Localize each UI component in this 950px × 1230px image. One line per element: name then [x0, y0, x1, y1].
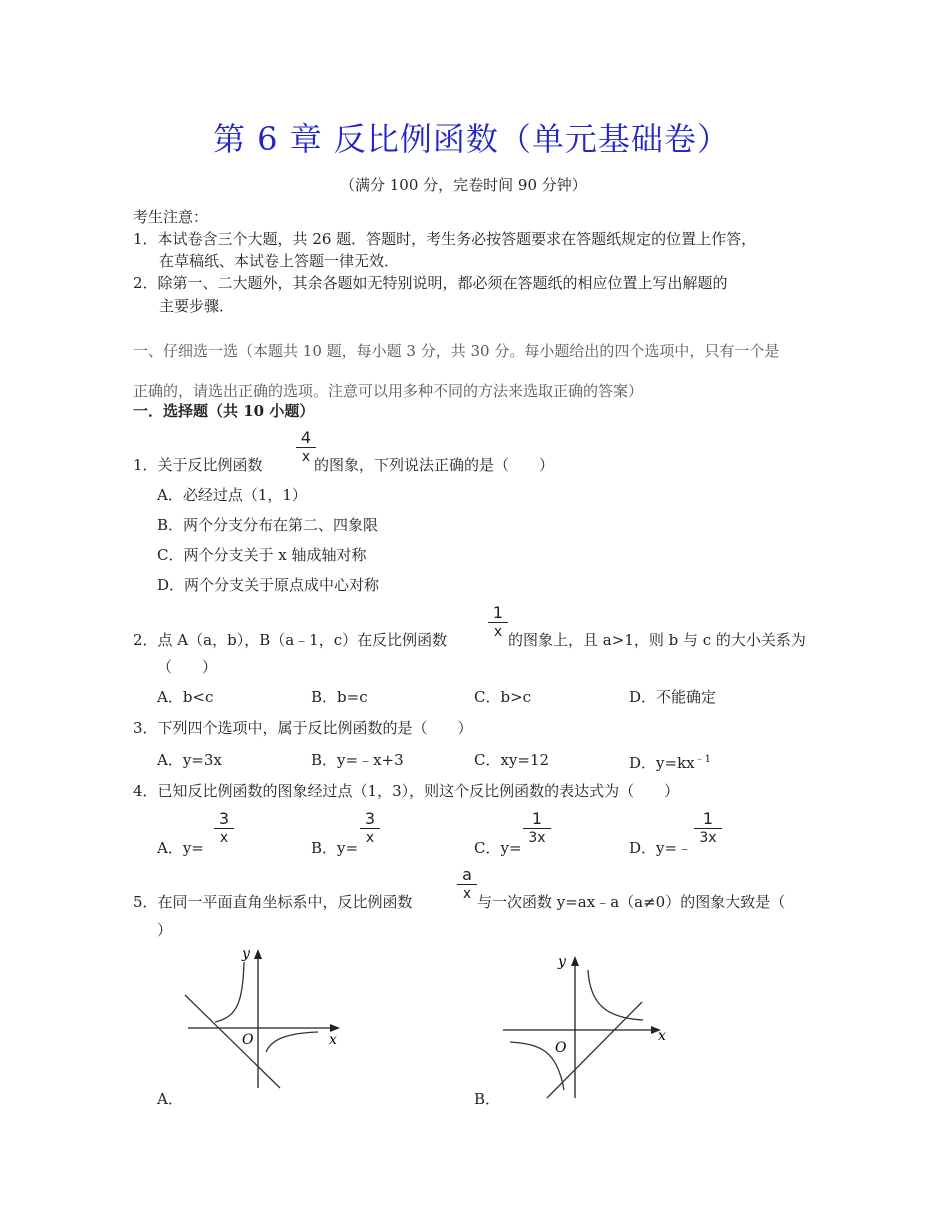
- section-heading: 一．选择题（共 10 小题）: [133, 402, 315, 420]
- hyperbola-branch: [588, 970, 643, 1020]
- notice-item-1-cont: 在草稿纸、本试卷上答题一律无效．: [159, 252, 400, 270]
- question-5-stem-pre: 5．在同一平面直角坐标系中，反比例函数: [133, 893, 413, 911]
- x-axis-arrow: [330, 1024, 340, 1032]
- section-intro-cont: 正确的，请选出正确的选项。注意可以用多种不同的方法来选取正确的答案）: [133, 382, 644, 400]
- question-4-option-d[interactable]: D．y=﹣: [629, 839, 693, 857]
- question-5-stem-cont: ）: [157, 921, 173, 939]
- x-axis-label: x: [329, 1032, 337, 1048]
- question-4-option-d-fraction: 1 3x: [694, 810, 722, 847]
- hyperbola-branch: [215, 962, 244, 1022]
- y-axis-arrow: [254, 949, 262, 959]
- question-1-fraction: 4 x: [296, 429, 316, 466]
- question-4-option-a[interactable]: A．y=: [157, 839, 204, 857]
- question-1-option-b[interactable]: B．两个分支分布在第二、四象限: [157, 516, 379, 534]
- question-2-option-b[interactable]: B．b=c: [311, 688, 368, 706]
- question-4-stem: 4．已知反比例函数的图象经过点（1，3），则这个反比例函数的表达式为（ ）: [133, 782, 680, 800]
- question-1-option-c[interactable]: C．两个分支关于 x 轴成轴对称: [157, 546, 367, 564]
- question-2-option-c[interactable]: C．b>c: [474, 688, 532, 706]
- question-4-option-b-fraction: 3 x: [360, 810, 380, 847]
- notice-heading: 考生注意：: [133, 208, 209, 226]
- question-1-stem-post: 的图象，下列说法正确的是（ ）: [314, 456, 555, 474]
- exponent: ﹣1: [694, 754, 711, 765]
- question-3-stem: 3．下列四个选项中，属于反比例函数的是（ ）: [133, 719, 473, 737]
- hyperbola-branch: [266, 1032, 318, 1052]
- question-3-option-b[interactable]: B．y=﹣x+3: [311, 751, 404, 769]
- question-5-option-a-label[interactable]: A．: [157, 1090, 183, 1108]
- question-3-option-d[interactable]: D．$y=kx^{﹣1}$: [629, 754, 711, 772]
- notice-item-1: 1．本试卷含三个大题，共 26 题．答题时，考生务必按答题要求在答题纸规定的位置上作答，: [133, 230, 757, 248]
- origin-label: O: [242, 1032, 254, 1048]
- question-3-option-c[interactable]: C．xy=12: [474, 751, 550, 769]
- y-axis-arrow: [571, 956, 579, 966]
- question-2-option-d[interactable]: D．不能确定: [629, 688, 717, 706]
- x-axis-label: x: [658, 1028, 666, 1044]
- question-5-graph-a[interactable]: [180, 940, 350, 1090]
- question-5-graph-b[interactable]: [495, 950, 675, 1100]
- question-2-fraction: 1 x: [488, 604, 508, 641]
- question-2-stem-post: 的图象上，且 a>1，则 b 与 c 的大小关系为: [508, 631, 806, 649]
- question-4-option-c-fraction: 1 3x: [523, 810, 551, 847]
- y-axis-label: y: [242, 946, 250, 962]
- question-5-fraction: a x: [457, 866, 477, 903]
- page-subtitle: （满分 100 分，完卷时间 90 分钟）: [340, 176, 587, 194]
- question-1-stem-pre: 1．关于反比例函数: [133, 456, 263, 474]
- notice-item-2-cont: 主要步骤．: [159, 297, 235, 315]
- question-1-option-a[interactable]: A．必经过点（1，1）: [157, 486, 307, 504]
- linear-function-line: [185, 995, 280, 1088]
- question-2-option-a[interactable]: A．b<c: [157, 688, 214, 706]
- origin-label: O: [555, 1040, 567, 1056]
- question-5-option-b-label[interactable]: B．: [474, 1090, 501, 1108]
- question-2-stem-cont: （ ）: [157, 658, 218, 676]
- y-axis-label: y: [558, 954, 566, 970]
- question-2-stem-pre: 2．点 A（a，b），B（a﹣1，c）在反比例函数: [133, 631, 448, 649]
- question-4-option-b[interactable]: B．y=: [311, 839, 359, 857]
- question-4-option-c[interactable]: C．y=: [474, 839, 522, 857]
- section-intro: 一、仔细选一选（本题共 10 题，每小题 3 分，共 30 分。每小题给出的四个选项中，只有一个是: [133, 342, 780, 360]
- notice-item-2: 2．除第一、二大题外，其余各题如无特别说明，都必须在答题纸的相应位置上写出解题的: [133, 274, 728, 292]
- question-4-option-a-fraction: 3 x: [214, 810, 234, 847]
- question-1-option-d[interactable]: D．两个分支关于原点成中心对称: [157, 576, 380, 594]
- question-5-stem-post: 与一次函数 y=ax﹣a（a≠0）的图象大致是（: [477, 893, 786, 911]
- question-3-option-a[interactable]: A．y=3x: [157, 751, 222, 769]
- page-title: 第 6 章 反比例函数（单元基础卷）: [213, 120, 730, 158]
